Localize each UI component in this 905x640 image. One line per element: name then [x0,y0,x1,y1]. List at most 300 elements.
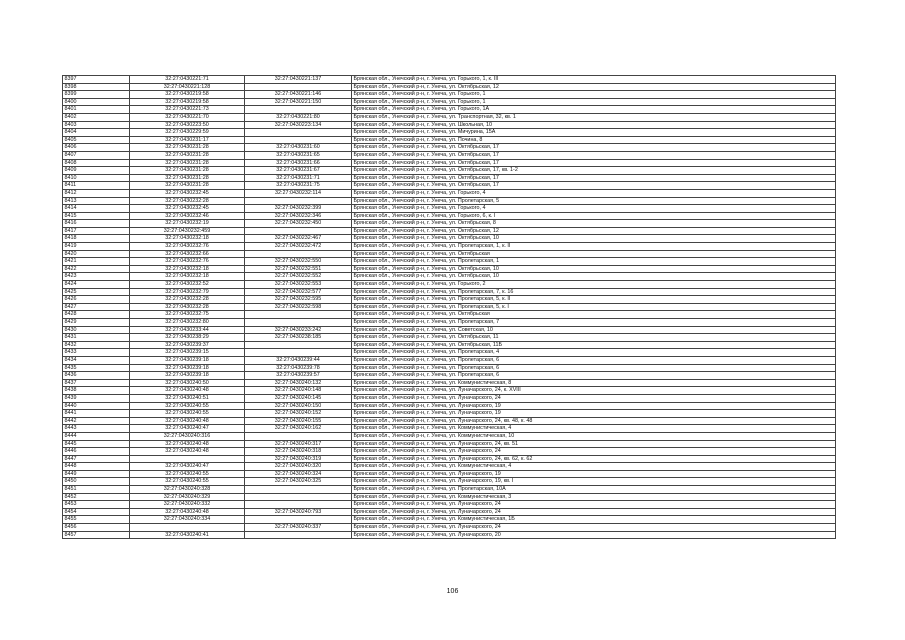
table-row [63,432,836,440]
parcel-number-cell: 32:27:0430240:332 [130,501,245,509]
table-row [63,349,836,357]
parcel-number-cell: 32:27:0430239:37 [130,341,245,349]
object-number-cell [245,129,352,137]
row-number-cell: 8423 [63,273,130,281]
address-cell: Брянская обл., Унечский р-н, г. Унеча, ул. Пролетарская, 6 [352,356,836,364]
address-cell: Брянская обл., Унечский р-н, г. Унеча, ул. Пролетарская, 6 [352,372,836,380]
address-cell: Брянская обл., Унечский р-н, г. Унеча, ул. Пролетарская, 5 [352,197,836,205]
object-number-cell: 32:27:0430240:162 [245,425,352,433]
table-row [63,356,836,364]
row-number-cell: 8425 [63,288,130,296]
address-cell: Брянская обл., Унечский р-н, г. Унеча, ул. Коммунистическая, 4 [352,425,836,433]
object-number-cell: 32:27:0430233:242 [245,326,352,334]
table-row [63,281,836,289]
table-row [63,174,836,182]
page-number: 106 [446,588,459,595]
table-row [63,212,836,220]
address-cell: Брянская обл., Унечский р-н, г. Унеча, ул. Школьная, 10 [352,121,836,129]
row-number-cell: 8407 [63,151,130,159]
table-row [63,144,836,152]
table-row [63,296,836,304]
parcel-number-cell: 32:27:0430240:55 [130,402,245,410]
row-number-cell: 8418 [63,235,130,243]
table-row [63,524,836,532]
object-number-cell: 32:27:0430221:137 [245,76,352,84]
address-cell: Брянская обл., Унечский р-н, г. Унеча, ул. Пролетарская, 5, к. II [352,296,836,304]
object-number-cell [245,493,352,501]
address-cell: Брянская обл., Унечский р-н, г. Унеча, ул. Луначарского, 24, к. XVIII [352,387,836,395]
object-number-cell: 32:27:0430238:185 [245,334,352,342]
object-number-cell [245,501,352,509]
table-row [63,372,836,380]
object-number-cell [245,516,352,524]
table-row [63,136,836,144]
address-cell: Брянская обл., Унечский р-н, г. Унеча, ул. Луначарского, 19 [352,410,836,418]
parcel-number-cell: 32:27:0430240:48 [130,417,245,425]
object-number-cell: 32:27:0430231:67 [245,167,352,175]
object-number-cell [245,319,352,327]
row-number-cell: 8419 [63,243,130,251]
cadastral-table-body [63,76,836,539]
object-number-cell: 32:27:0430221:146 [245,91,352,99]
table-row [63,205,836,213]
address-cell: Брянская обл., Унечский р-н, г. Унеча, ул. Горького, 4 [352,205,836,213]
row-number-cell: 8427 [63,303,130,311]
table-row [63,326,836,334]
address-cell: Брянская обл., Унечский р-н, г. Унеча, ул. Горького, 1, к. III [352,76,836,84]
object-number-cell: 32:27:0430231:65 [245,151,352,159]
row-number-cell: 8402 [63,113,130,121]
address-cell: Брянская обл., Унечский р-н, г. Унеча, ул. Луначарского, 24, кв. 48, к. 48 [352,417,836,425]
address-cell: Брянская обл., Унечский р-н, г. Унеча, ул. Луначарского, 19, кв. I [352,478,836,486]
address-cell: Брянская обл., Унечский р-н, г. Унеча, ул. Октябрьская [352,311,836,319]
row-number-cell: 8428 [63,311,130,319]
table-row [63,501,836,509]
address-cell: Брянская обл., Унечский р-н, г. Унеча, ул. Луначарского, 24 [352,501,836,509]
parcel-number-cell: 32:27:0430238:29 [130,334,245,342]
object-number-cell: 32:27:0430240:793 [245,508,352,516]
address-cell: Брянская обл., Унечский р-н, г. Унеча, ул. Октябрьская, 10 [352,273,836,281]
object-number-cell: 32:27:0430239:57 [245,372,352,380]
table-row [63,508,836,516]
parcel-number-cell: 32:27:0430240:48 [130,448,245,456]
parcel-number-cell: 32:27:0430232:46 [130,212,245,220]
table-row [63,182,836,190]
object-number-cell [245,83,352,91]
parcel-number-cell: 32:27:0430240:48 [130,440,245,448]
parcel-number-cell: 32:27:0430240:47 [130,425,245,433]
address-cell: Брянская обл., Унечский р-н, г. Унеча, ул. Луначарского, 24 [352,394,836,402]
row-number-cell: 8405 [63,136,130,144]
parcel-number-cell: 32:27:0430221:73 [130,106,245,114]
object-number-cell: 32:27:0430239:44 [245,356,352,364]
parcel-number-cell: 32:27:0430232:28 [130,303,245,311]
address-cell: Брянская обл., Унечский р-н, г. Унеча, ул. Октябрьская, 17 [352,159,836,167]
table-row [63,106,836,114]
parcel-number-cell: 32:27:0430239:18 [130,372,245,380]
object-number-cell [245,486,352,494]
object-number-cell: 32:27:0430221:80 [245,113,352,121]
address-cell: Брянская обл., Унечский р-н, г. Унеча, ул. Коммунистическая, 1Б [352,516,836,524]
table-row [63,410,836,418]
object-number-cell: 32:27:0430231:60 [245,144,352,152]
address-cell: Брянская обл., Унечский р-н, г. Унеча, ул. Октябрьская, 17, кв. 1-2 [352,167,836,175]
row-number-cell: 8404 [63,129,130,137]
parcel-number-cell: 32:27:0430232:18 [130,235,245,243]
parcel-number-cell: 32:27:0430240:41 [130,531,245,539]
address-cell: Брянская обл., Унечский р-н, г. Унеча, ул. Октябрьская, 17 [352,182,836,190]
row-number-cell: 8408 [63,159,130,167]
object-number-cell [245,136,352,144]
parcel-number-cell: 32:27:0430232:52 [130,281,245,289]
address-cell: Брянская обл., Унечский р-н, г. Унеча, ул. Луначарского, 24, кв. 51 [352,440,836,448]
parcel-number-cell: 32:27:0430232:18 [130,273,245,281]
parcel-number-cell: 32:27:0430239:15 [130,349,245,357]
row-number-cell: 8403 [63,121,130,129]
row-number-cell: 8446 [63,448,130,456]
row-number-cell: 8426 [63,296,130,304]
row-number-cell: 8432 [63,341,130,349]
address-cell: Брянская обл., Унечский р-н, г. Унеча, ул. Пролетарская, 6 [352,364,836,372]
address-cell: Брянская обл., Унечский р-н, г. Унеча, ул. Луначарского, 24, кв. 62, к. 62 [352,455,836,463]
parcel-number-cell [130,455,245,463]
row-number-cell: 8443 [63,425,130,433]
table-row [63,455,836,463]
table-row [63,531,836,539]
parcel-number-cell [130,524,245,532]
object-number-cell: 32:27:0430240:132 [245,379,352,387]
object-number-cell: 32:27:0430240:145 [245,394,352,402]
address-cell: Брянская обл., Унечский р-н, г. Унеча, ул. Пролетарская, 7, к. 16 [352,288,836,296]
object-number-cell: 32:27:0430232:598 [245,303,352,311]
parcel-number-cell: 32:27:0430223:50 [130,121,245,129]
parcel-number-cell: 32:27:0430240:334 [130,516,245,524]
table-row [63,167,836,175]
row-number-cell: 8451 [63,486,130,494]
table-row [63,516,836,524]
row-number-cell: 8429 [63,319,130,327]
address-cell: Брянская обл., Унечский р-н, г. Унеча, ул. Горького, 4 [352,189,836,197]
table-row [63,243,836,251]
parcel-number-cell: 32:27:0430232:45 [130,205,245,213]
address-cell: Брянская обл., Унечский р-н, г. Унеча, ул. Пролетарская, 10А [352,486,836,494]
row-number-cell: 8441 [63,410,130,418]
row-number-cell: 8400 [63,98,130,106]
parcel-number-cell: 32:27:0430239:18 [130,356,245,364]
address-cell: Брянская обл., Унечский р-н, г. Унеча, ул. Октябрьская, 11Б [352,341,836,349]
object-number-cell: 32:27:0430232:346 [245,212,352,220]
parcel-number-cell: 32:27:0430231:28 [130,159,245,167]
parcel-number-cell: 32:27:0430232:28 [130,197,245,205]
parcel-number-cell: 32:27:0430229:59 [130,129,245,137]
row-number-cell: 8450 [63,478,130,486]
object-number-cell: 32:27:0430231:71 [245,174,352,182]
object-number-cell [245,349,352,357]
address-cell: Брянская обл., Унечский р-н, г. Унеча, ул. Транспортная, 32, кв. 1 [352,113,836,121]
object-number-cell: 32:27:0430240:325 [245,478,352,486]
object-number-cell: 32:27:0430231:66 [245,159,352,167]
row-number-cell: 8444 [63,432,130,440]
row-number-cell: 8398 [63,83,130,91]
table-row [63,303,836,311]
row-number-cell: 8420 [63,250,130,258]
address-cell: Брянская обл., Унечский р-н, г. Унеча, ул. Луначарского, 24 [352,448,836,456]
object-number-cell: 32:27:0430240:319 [245,455,352,463]
table-row [63,235,836,243]
parcel-number-cell: 32:27:0430231:28 [130,167,245,175]
address-cell: Брянская обл., Унечский р-н, г. Унеча, ул. Октябрьская, 8 [352,220,836,228]
object-number-cell [245,531,352,539]
cadastral-table [62,75,836,539]
table-row [63,334,836,342]
address-cell: Брянская обл., Унечский р-н, г. Унеча, ул. Горького, 1А [352,106,836,114]
row-number-cell: 8447 [63,455,130,463]
object-number-cell: 32:27:0430232:399 [245,205,352,213]
address-cell: Брянская обл., Унечский р-н, г. Унеча, ул. Октябрьская, 17 [352,144,836,152]
object-number-cell: 32:27:0430232:552 [245,273,352,281]
object-number-cell: 32:27:0430240:155 [245,417,352,425]
address-cell: Брянская обл., Унечский р-н, г. Унеча, ул. Пролетарская, 1 [352,258,836,266]
table-row [63,98,836,106]
row-number-cell: 8417 [63,227,130,235]
object-number-cell: 32:27:0430232:550 [245,258,352,266]
table-row [63,288,836,296]
parcel-number-cell: 32:27:0430233:44 [130,326,245,334]
table-row [63,91,836,99]
object-number-cell: 32:27:0430231:75 [245,182,352,190]
table-row [63,448,836,456]
parcel-number-cell: 32:27:0430231:28 [130,174,245,182]
object-number-cell: 32:27:0430240:320 [245,463,352,471]
address-cell: Брянская обл., Унечский р-н, г. Унеча, ул. Пролетарская, 1, к. II [352,243,836,251]
object-number-cell: 32:27:0430240:317 [245,440,352,448]
address-cell: Брянская обл., Унечский р-н, г. Унеча, ул. Луначарского, 19 [352,402,836,410]
row-number-cell: 8411 [63,182,130,190]
parcel-number-cell: 32:27:0430221:71 [130,76,245,84]
row-number-cell: 8456 [63,524,130,532]
parcel-number-cell: 32:27:0430239:18 [130,364,245,372]
table-row [63,220,836,228]
table-row [63,387,836,395]
row-number-cell: 8435 [63,364,130,372]
address-cell: Брянская обл., Унечский р-н, г. Унеча, ул. Луначарского, 19 [352,470,836,478]
parcel-number-cell: 32:27:0430221:128 [130,83,245,91]
object-number-cell [245,311,352,319]
table-row [63,379,836,387]
address-cell: Брянская обл., Унечский р-н, г. Унеча, ул. Почина, 8 [352,136,836,144]
address-cell: Брянская обл., Унечский р-н, г. Унеча, ул. Коммунистическая, 4 [352,463,836,471]
table-row [63,486,836,494]
row-number-cell: 8415 [63,212,130,220]
row-number-cell: 8412 [63,189,130,197]
row-number-cell: 8448 [63,463,130,471]
parcel-number-cell: 32:27:0430240:316 [130,432,245,440]
parcel-number-cell: 32:27:0430232:459 [130,227,245,235]
address-cell: Брянская обл., Унечский р-н, г. Унеча, ул. Октябрьская, 17 [352,174,836,182]
row-number-cell: 8430 [63,326,130,334]
row-number-cell: 8406 [63,144,130,152]
object-number-cell [245,227,352,235]
address-cell: Брянская обл., Унечский р-н, г. Унеча, ул. Октябрьская, 12 [352,227,836,235]
table-row [63,258,836,266]
object-number-cell [245,197,352,205]
parcel-number-cell: 32:27:0430231:28 [130,144,245,152]
object-number-cell: 32:27:0430240:152 [245,410,352,418]
parcel-number-cell: 32:27:0430232:28 [130,296,245,304]
parcel-number-cell: 32:27:0430232:18 [130,265,245,273]
row-number-cell: 8422 [63,265,130,273]
row-number-cell: 8442 [63,417,130,425]
row-number-cell: 8452 [63,493,130,501]
object-number-cell: 32:27:0430232:577 [245,288,352,296]
row-number-cell: 8421 [63,258,130,266]
row-number-cell: 8414 [63,205,130,213]
row-number-cell: 8397 [63,76,130,84]
table-row [63,121,836,129]
address-cell: Брянская обл., Унечский р-н, г. Унеча, ул. Коммунистическая, 10 [352,432,836,440]
row-number-cell: 8433 [63,349,130,357]
table-row [63,319,836,327]
table-row [63,227,836,235]
row-number-cell: 8449 [63,470,130,478]
parcel-number-cell: 32:27:0430221:70 [130,113,245,121]
parcel-number-cell: 32:27:0430240:329 [130,493,245,501]
row-number-cell: 8401 [63,106,130,114]
table-row [63,493,836,501]
address-cell: Брянская обл., Унечский р-н, г. Унеча, ул. Пролетарская, 5, к. I [352,303,836,311]
object-number-cell: 32:27:0430223:134 [245,121,352,129]
row-number-cell: 8439 [63,394,130,402]
row-number-cell: 8453 [63,501,130,509]
address-cell: Брянская обл., Унечский р-н, г. Унеча, ул. Горького, 1 [352,98,836,106]
row-number-cell: 8440 [63,402,130,410]
address-cell: Брянская обл., Унечский р-н, г. Унеча, ул. Луначарского, 24 [352,524,836,532]
parcel-number-cell: 32:27:0430232:19 [130,220,245,228]
address-cell: Брянская обл., Унечский р-н, г. Унеча, ул. Октябрьская, 10 [352,235,836,243]
address-cell: Брянская обл., Унечский р-н, г. Унеча, ул. Горького, 1 [352,91,836,99]
table-row [63,159,836,167]
table-row [63,265,836,273]
address-cell: Брянская обл., Унечский р-н, г. Унеча, ул. Октябрьская, 17 [352,151,836,159]
object-number-cell: 32:27:0430240:337 [245,524,352,532]
parcel-number-cell: 32:27:0430240:51 [130,394,245,402]
parcel-number-cell: 32:27:0430231:28 [130,182,245,190]
object-number-cell: 32:27:0430232:450 [245,220,352,228]
parcel-number-cell: 32:27:0430232:76 [130,258,245,266]
address-cell: Брянская обл., Унечский р-н, г. Унеча, ул. Пролетарская, 7 [352,319,836,327]
object-number-cell: 32:27:0430240:318 [245,448,352,456]
table-row [63,189,836,197]
address-cell: Брянская обл., Унечский р-н, г. Унеча, ул. Луначарского, 20 [352,531,836,539]
table-row [63,311,836,319]
row-number-cell: 8436 [63,372,130,380]
table-row [63,113,836,121]
object-number-cell [245,341,352,349]
row-number-cell: 8413 [63,197,130,205]
row-number-cell: 8416 [63,220,130,228]
row-number-cell: 8424 [63,281,130,289]
table-row [63,478,836,486]
row-number-cell: 8457 [63,531,130,539]
object-number-cell: 32:27:0430232:553 [245,281,352,289]
object-number-cell: 32:27:0430232:114 [245,189,352,197]
row-number-cell: 8455 [63,516,130,524]
object-number-cell: 32:27:0430240:324 [245,470,352,478]
address-cell: Брянская обл., Унечский р-н, г. Унеча, ул. Коммунистическая, 3 [352,493,836,501]
parcel-number-cell: 32:27:0430232:80 [130,319,245,327]
address-cell: Брянская обл., Унечский р-н, г. Унеча, ул. Октябрьская [352,250,836,258]
object-number-cell: 32:27:0430232:472 [245,243,352,251]
row-number-cell: 8399 [63,91,130,99]
parcel-number-cell: 32:27:0430231:28 [130,151,245,159]
table-row [63,273,836,281]
parcel-number-cell: 32:27:0430219:58 [130,91,245,99]
row-number-cell: 8409 [63,167,130,175]
object-number-cell [245,250,352,258]
object-number-cell: 32:27:0430240:148 [245,387,352,395]
parcel-number-cell: 32:27:0430219:58 [130,98,245,106]
row-number-cell: 8431 [63,334,130,342]
parcel-number-cell: 32:27:0430240:48 [130,387,245,395]
object-number-cell [245,106,352,114]
table-row [63,463,836,471]
row-number-cell: 8434 [63,356,130,364]
parcel-number-cell: 32:27:0430240:47 [130,463,245,471]
row-number-cell: 8438 [63,387,130,395]
address-cell: Брянская обл., Унечский р-н, г. Унеча, ул. Мичурина, 15А [352,129,836,137]
object-number-cell: 32:27:0430239:78 [245,364,352,372]
address-cell: Брянская обл., Унечский р-н, г. Унеча, ул. Советская, 10 [352,326,836,334]
table-row [63,402,836,410]
table-row [63,250,836,258]
parcel-number-cell: 32:27:0430240:50 [130,379,245,387]
parcel-number-cell: 32:27:0430232:79 [130,288,245,296]
parcel-number-cell: 32:27:0430240:55 [130,470,245,478]
address-cell: Брянская обл., Унечский р-н, г. Унеча, ул. Октябрьская, 12 [352,83,836,91]
object-number-cell: 32:27:0430232:467 [245,235,352,243]
address-cell: Брянская обл., Унечский р-н, г. Унеча, ул. Горького, 6, к. I [352,212,836,220]
parcel-number-cell: 32:27:0430232:75 [130,311,245,319]
parcel-number-cell: 32:27:0430240:328 [130,486,245,494]
object-number-cell: 32:27:0430232:595 [245,296,352,304]
table-row [63,470,836,478]
parcel-number-cell: 32:27:0430231:17 [130,136,245,144]
address-cell: Брянская обл., Унечский р-н, г. Унеча, ул. Горького, 2 [352,281,836,289]
object-number-cell: 32:27:0430240:150 [245,402,352,410]
table-row [63,440,836,448]
address-cell: Брянская обл., Унечский р-н, г. Унеча, ул. Коммунистическая, 8 [352,379,836,387]
table-row [63,129,836,137]
table-row [63,425,836,433]
address-cell: Брянская обл., Унечский р-н, г. Унеча, ул. Октябрьская, 11 [352,334,836,342]
table-row [63,394,836,402]
parcel-number-cell: 32:27:0430232:66 [130,250,245,258]
row-number-cell: 8454 [63,508,130,516]
address-cell: Брянская обл., Унечский р-н, г. Унеча, ул. Октябрьская, 10 [352,265,836,273]
address-cell: Брянская обл., Унечский р-н, г. Унеча, ул. Пролетарская, 4 [352,349,836,357]
table-row [63,197,836,205]
address-cell: Брянская обл., Унечский р-н, г. Унеча, ул. Луначарского, 24 [352,508,836,516]
parcel-number-cell: 32:27:0430240:55 [130,478,245,486]
parcel-number-cell: 32:27:0430240:48 [130,508,245,516]
table-row [63,417,836,425]
row-number-cell: 8445 [63,440,130,448]
object-number-cell: 32:27:0430232:551 [245,265,352,273]
row-number-cell: 8437 [63,379,130,387]
table-row [63,341,836,349]
object-number-cell [245,432,352,440]
table-row [63,151,836,159]
